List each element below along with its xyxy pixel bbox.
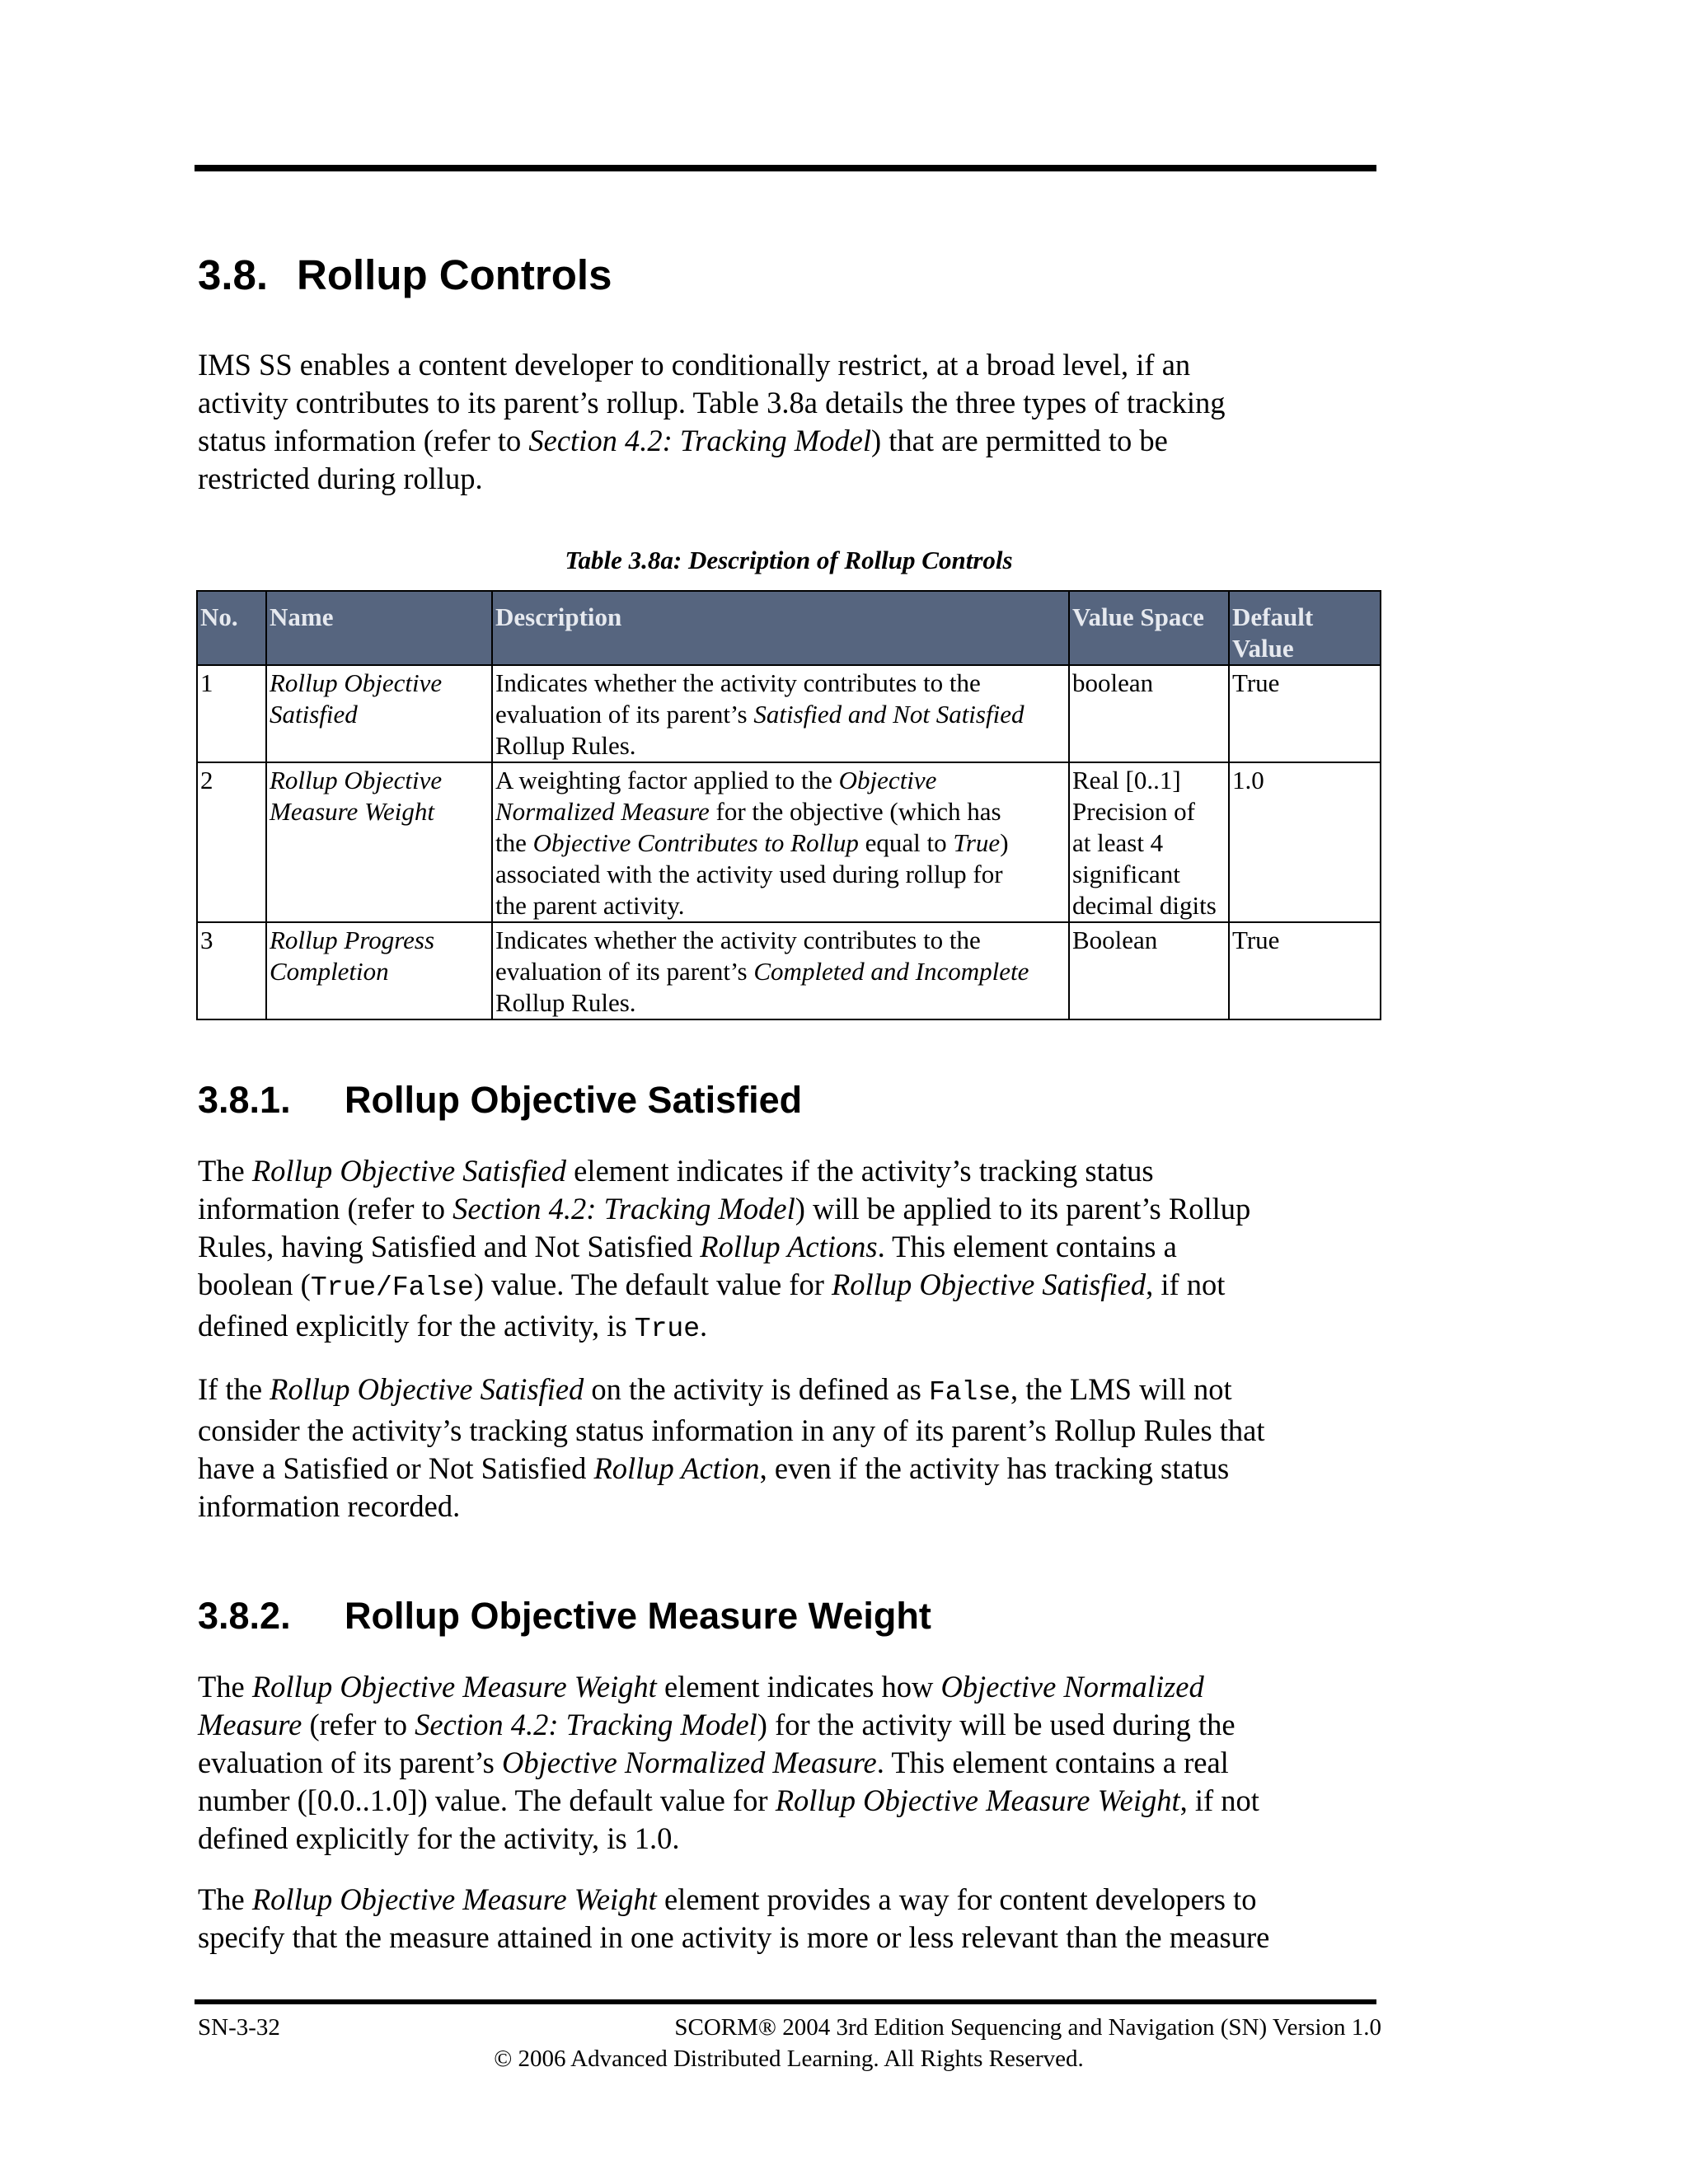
default-value-cell: 1.0: [1229, 762, 1381, 922]
italic-text: Measure: [198, 1708, 302, 1741]
text-run: , if not: [1179, 1783, 1259, 1817]
subsection-heading: [198, 1594, 931, 1638]
text-run: . This element contains a: [877, 1230, 1177, 1263]
column-header: [1229, 591, 1381, 665]
text-line: [198, 422, 1393, 460]
text-run: ) value. The default value for: [473, 1268, 832, 1301]
value-space-line: at least 4: [1072, 828, 1164, 857]
row-number-cell: 1: [197, 665, 266, 762]
value-space-line: decimal digits: [1072, 891, 1217, 920]
text-run: A weighting factor applied to the: [495, 766, 839, 794]
intro-paragraph: [198, 346, 1393, 498]
description-line: [495, 699, 1067, 730]
rollup-controls-table: [196, 590, 1381, 1020]
description-cell: [492, 665, 1069, 762]
column-header-label: Description: [495, 602, 622, 631]
value-space-line: Boolean: [1072, 926, 1158, 954]
italic-text: Objective Normalized Measure: [501, 1746, 877, 1779]
column-header: [197, 591, 266, 665]
description-line: [495, 890, 1067, 921]
text-run: information (refer to: [198, 1192, 453, 1226]
subsection-number: 3.8.2.: [198, 1595, 291, 1637]
text-run: .: [700, 1309, 708, 1343]
text-run: the: [495, 828, 533, 857]
italic-text: Normalized Measure: [495, 797, 710, 826]
italic-text: Section 4.2: Tracking Model: [452, 1192, 795, 1226]
description-line: [495, 765, 1067, 796]
row-number-cell: 2: [197, 762, 266, 922]
control-name-cell: [266, 922, 492, 1019]
italic-text: Rollup Objective Measure Weight: [251, 1882, 657, 1916]
column-header: [1069, 591, 1229, 665]
column-header-label: Value Space: [1072, 602, 1204, 631]
text-run: The: [198, 1670, 252, 1704]
italic-text: Section 4.2: Tracking Model: [528, 424, 872, 457]
text-run: ): [1000, 828, 1009, 857]
italic-text: Objective Normalized: [940, 1670, 1204, 1704]
description-line: [495, 859, 1067, 890]
value-space-cell: [1069, 762, 1229, 922]
italic-text: Rollup Action: [593, 1451, 760, 1485]
text-line: [198, 1412, 1393, 1450]
text-run: The: [198, 1154, 252, 1188]
column-header: [266, 591, 492, 665]
text-run: restricted during rollup.: [198, 462, 483, 495]
text-run: associated with the activity used during rollup for: [495, 860, 1003, 888]
control-name-line: Rollup Objective: [270, 668, 443, 697]
text-run: for the objective (which has: [709, 797, 1001, 826]
column-header: [492, 591, 1069, 665]
italic-text: Rollup Objective Measure Weight: [251, 1670, 657, 1704]
control-name-cell: [266, 665, 492, 762]
description-line: [495, 925, 1067, 956]
text-run: Rules, having Satisfied and Not Satisfied: [198, 1230, 701, 1263]
section-title: Rollup Controls: [297, 251, 612, 298]
text-run: equal to: [858, 828, 954, 857]
text-run: have a Satisfied or Not Satisfied: [198, 1451, 594, 1485]
paragraph: [198, 1371, 1393, 1526]
text-run: Rollup Rules.: [495, 731, 636, 760]
text-run: (refer to: [302, 1708, 415, 1741]
table-row: [197, 922, 1381, 1019]
description-line: [495, 730, 1067, 762]
italic-text: Objective: [838, 766, 937, 794]
description-line: [495, 987, 1067, 1019]
table-row: [197, 762, 1381, 922]
italic-text: Rollup Actions: [700, 1230, 878, 1263]
text-run: evaluation of its parent’s: [495, 700, 754, 729]
paragraph: [198, 1152, 1393, 1348]
control-name-line: Rollup Progress: [270, 926, 435, 954]
text-run: Rollup Rules.: [495, 988, 636, 1017]
description-cell: [492, 762, 1069, 922]
text-line: [198, 1706, 1393, 1744]
document-title: SCORM® 2004 3rd Edition Sequencing and Navigation (SN) Version 1.0: [674, 2014, 1381, 2041]
row-number-cell: 3: [197, 922, 266, 1019]
text-line: [198, 1152, 1393, 1190]
text-run: ) will be applied to its parent’s Rollup: [795, 1192, 1251, 1226]
control-name-line: Measure Weight: [270, 797, 435, 826]
text-run: evaluation of its parent’s: [495, 957, 754, 986]
table-caption: Table 3.8a: Description of Rollup Controls: [565, 546, 1013, 574]
table-body: [197, 665, 1381, 1019]
italic-text: Completed and Incomplete: [753, 957, 1029, 986]
text-line: [198, 1820, 1393, 1858]
code-text: False: [928, 1377, 1010, 1408]
text-run: on the activity is defined as: [584, 1372, 929, 1406]
description-line: [495, 668, 1067, 699]
control-name-line: Completion: [270, 957, 389, 986]
text-run: IMS SS enables a content developer to conditionally restrict, at a broad level, if an: [198, 348, 1191, 382]
text-run: If the: [198, 1372, 270, 1406]
text-line: [198, 1488, 1393, 1526]
text-line: [198, 1782, 1393, 1820]
control-name-line: Rollup Objective: [270, 766, 443, 794]
text-run: element indicates how: [656, 1670, 941, 1704]
text-run: ) for the activity will be used during the: [757, 1708, 1236, 1741]
column-header-label: Default: [1232, 602, 1314, 631]
control-name-cell: [266, 762, 492, 922]
text-run: Indicates whether the activity contributes to the: [495, 668, 981, 697]
italic-text: Rollup Objective Satisfied: [831, 1268, 1146, 1301]
text-run: specify that the measure attained in one activity is more or less relevant than the measure: [198, 1920, 1270, 1954]
column-header-label: No.: [200, 602, 238, 631]
value-space-cell: [1069, 922, 1229, 1019]
subsection-title: Rollup Objective Measure Weight: [345, 1595, 931, 1637]
text-line: [198, 1266, 1393, 1307]
text-run: status information (refer to: [198, 424, 529, 457]
italic-text: Section 4.2: Tracking Model: [415, 1708, 757, 1741]
text-run: evaluation of its parent’s: [198, 1746, 502, 1779]
value-space-line: Real [0..1]: [1072, 766, 1181, 794]
column-header-label: Name: [270, 602, 334, 631]
table-row: [197, 665, 1381, 762]
text-line: [198, 384, 1393, 422]
description-line: [495, 827, 1067, 859]
italic-text: Objective Contributes to Rollup: [532, 828, 859, 857]
text-line: [198, 1881, 1393, 1919]
text-run: number ([0.0..1.0]) value. The default value for: [198, 1783, 776, 1817]
italic-text: Rollup Objective Satisfied: [270, 1372, 584, 1406]
text-run: The: [198, 1882, 252, 1916]
text-line: [198, 1307, 1393, 1348]
code-text: True/False: [310, 1272, 474, 1303]
text-run: activity contributes to its parent’s rollup. Table 3.8a details the three types of tracking: [198, 386, 1226, 419]
text-line: [198, 1919, 1393, 1957]
text-run: the parent activity.: [495, 891, 685, 920]
text-line: [198, 1228, 1393, 1266]
italic-text: Satisfied and Not Satisfied: [753, 700, 1025, 729]
page-number: SN-3-32: [198, 2014, 280, 2041]
text-line: [198, 1190, 1393, 1228]
paragraph: [198, 1881, 1393, 1957]
text-line: [198, 1371, 1393, 1412]
column-header-label: Value: [1232, 634, 1294, 663]
text-run: defined explicitly for the activity, is: [198, 1309, 635, 1343]
text-run: information recorded.: [198, 1489, 461, 1523]
subsection-number: 3.8.1.: [198, 1079, 291, 1121]
text-line: [198, 1450, 1393, 1488]
value-space-line: significant: [1072, 860, 1180, 888]
value-space-line: Precision of: [1072, 797, 1195, 826]
italic-text: Rollup Objective Satisfied: [251, 1154, 567, 1188]
text-run: element provides a way for content developers to: [656, 1882, 1257, 1916]
subsection-title: Rollup Objective Satisfied: [345, 1079, 803, 1121]
text-run: , the LMS will not: [1010, 1372, 1232, 1406]
text-run: , even if the activity has tracking status: [759, 1451, 1230, 1485]
table-header-row: [197, 591, 1381, 665]
text-run: ) that are permitted to be: [871, 424, 1168, 457]
text-run: boolean (: [198, 1268, 311, 1301]
text-run: consider the activity’s tracking status information in any of its parent’s Rollup Rules that: [198, 1413, 1265, 1447]
description-cell: [492, 922, 1069, 1019]
footer-rule: [195, 1999, 1376, 2004]
text-line: [198, 1744, 1393, 1782]
text-line: [198, 1668, 1393, 1706]
text-run: , if not: [1146, 1268, 1226, 1301]
text-run: . This element contains a real: [876, 1746, 1229, 1779]
description-line: [495, 796, 1067, 827]
italic-text: Rollup Objective Measure Weight: [775, 1783, 1180, 1817]
text-line: [198, 460, 1393, 498]
text-line: [198, 346, 1393, 384]
text-run: element indicates if the activity’s tracking status: [566, 1154, 1154, 1188]
section-heading: [198, 251, 612, 300]
value-space-cell: [1069, 665, 1229, 762]
subsection-heading: [198, 1078, 802, 1122]
italic-text: True: [953, 828, 1001, 857]
default-value-cell: True: [1229, 922, 1381, 1019]
text-run: defined explicitly for the activity, is 1.0.: [198, 1821, 680, 1855]
paragraph: [198, 1668, 1393, 1858]
description-line: [495, 956, 1067, 987]
copyright-notice: © 2006 Advanced Distributed Learning. All Rights Reserved.: [494, 2046, 1084, 2072]
control-name-line: Satisfied: [270, 700, 358, 729]
text-run: Indicates whether the activity contributes to the: [495, 926, 981, 954]
value-space-line: boolean: [1072, 668, 1154, 697]
code-text: True: [634, 1314, 700, 1344]
section-number: 3.8.: [198, 251, 269, 298]
header-rule: [195, 165, 1376, 171]
default-value-cell: True: [1229, 665, 1381, 762]
